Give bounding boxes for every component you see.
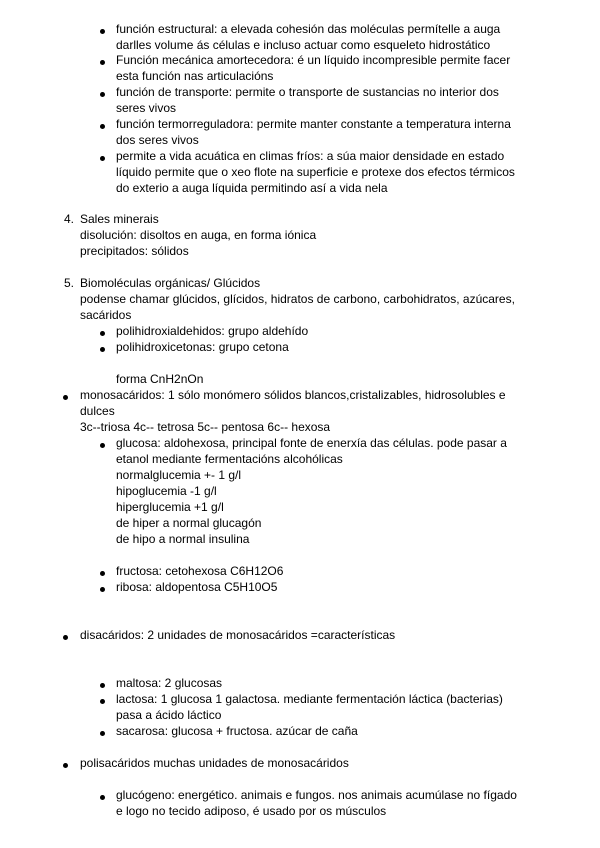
list-item-line: polihidroxialdehidos: grupo aldehído — [116, 324, 309, 338]
list-item-line: función termorreguladora: permite manter constante a temperatura interna — [116, 117, 511, 131]
section-text: sacáridos — [80, 308, 132, 322]
bullet-dot — [100, 571, 105, 576]
section-title: Sales minerais — [80, 212, 159, 226]
bullet-dot — [100, 731, 105, 736]
bullet-dot — [100, 29, 105, 34]
bullet-dot — [100, 92, 105, 97]
list-item-line: hipoglucemia -1 g/l — [116, 484, 217, 498]
list-item-line: Función mecánica amortecedora: é un líquido incompresible permite facer — [116, 53, 511, 67]
list-item-line: etanol mediante fermentacións alcohólicas — [116, 452, 343, 466]
list-item-line: función de transporte: permite o transporte de sustancias no interior dos — [116, 85, 499, 99]
section-text: podense chamar glúcidos, glícidos, hidratos de carbono, carbohidratos, azúcares, — [80, 292, 515, 306]
list-item-line: glucógeno: energético. animais e fungos. nos animais acumúlase no fígado — [116, 788, 517, 802]
bullet-dot — [100, 795, 105, 800]
bullet-dot — [63, 395, 68, 400]
bullet-dot — [100, 60, 105, 65]
section-text: precipitados: sólidos — [80, 244, 189, 258]
bullet-dot — [100, 331, 105, 336]
list-item-line: pasa a ácido láctico — [116, 708, 222, 722]
section-text: 3c--triosa 4c-- tetrosa 5c-- pentosa 6c-- hexosa — [80, 420, 331, 434]
list-item-line: glucosa: aldohexosa, principal fonte de enerxía das células. pode pasar a — [116, 436, 507, 450]
list-item-line: hiperglucemia +1 g/l — [116, 500, 224, 514]
bullet-dot — [100, 347, 105, 352]
list-item-line: dulces — [80, 404, 115, 418]
bullet-dot — [100, 124, 105, 129]
list-item-line: seres vivos — [116, 101, 177, 115]
list-item-line: ribosa: aldopentosa C5H10O5 — [116, 580, 278, 594]
section-number: 5. — [64, 276, 75, 290]
list-item-line: sacarosa: glucosa + fructosa. azúcar de caña — [116, 724, 358, 738]
section-number: 4. — [64, 212, 75, 226]
list-item-line: dos seres vivos — [116, 133, 199, 147]
list-item-line: función estructural: a elevada cohesión das moléculas permítelle a auga — [116, 22, 501, 36]
bullet-dot — [100, 699, 105, 704]
list-item-line: e logo no tecido adiposo, é usado por os músculos — [116, 804, 387, 818]
section-text: disolución: disoltos en auga, en forma iónica — [80, 228, 317, 242]
bullet-dot — [63, 635, 68, 640]
list-item-line: fructosa: cetohexosa C6H12O6 — [116, 564, 284, 578]
bullet-dot — [100, 443, 105, 448]
bullet-dot — [100, 587, 105, 592]
list-item-line: disacáridos: 2 unidades de monosacáridos =características — [80, 628, 396, 642]
list-item-line: darlles volume ás células e incluso actuar como esqueleto hidrostático — [116, 38, 491, 52]
list-item-line: monosacáridos: 1 sólo monómero sólidos blancos,cristalizables, hidrosolubles e — [80, 388, 506, 402]
list-item-line: polihidroxicetonas: grupo cetona — [116, 340, 289, 354]
formula-text: forma CnH2nOn — [116, 372, 204, 386]
list-item-line: normalglucemia +- 1 g/l — [116, 468, 242, 482]
bullet-dot — [100, 683, 105, 688]
section-title: Biomoléculas orgánicas/ Glúcidos — [80, 276, 261, 290]
bullet-dot — [100, 156, 105, 161]
list-item-line: de hipo a normal insulina — [116, 532, 250, 546]
list-item-line: permite a vida acuática en climas fríos: a súa maior densidade en estado — [116, 149, 505, 163]
list-item-line: líquido permite que o xeo flote na superficie e protexe dos efectos térmicos — [116, 165, 515, 179]
list-item-line: de hiper a normal glucagón — [116, 516, 262, 530]
list-item-line: esta función nas articulacións — [116, 69, 274, 83]
list-item-line: polisacáridos muchas unidades de monosacáridos — [80, 756, 349, 770]
bullet-dot — [63, 763, 68, 768]
list-item-line: do exterio a auga líquida permitindo así a vida nela — [116, 181, 388, 195]
list-item-line: maltosa: 2 glucosas — [116, 676, 223, 690]
list-item-line: lactosa: 1 glucosa 1 galactosa. mediante fermentación láctica (bacterias) — [116, 692, 503, 706]
